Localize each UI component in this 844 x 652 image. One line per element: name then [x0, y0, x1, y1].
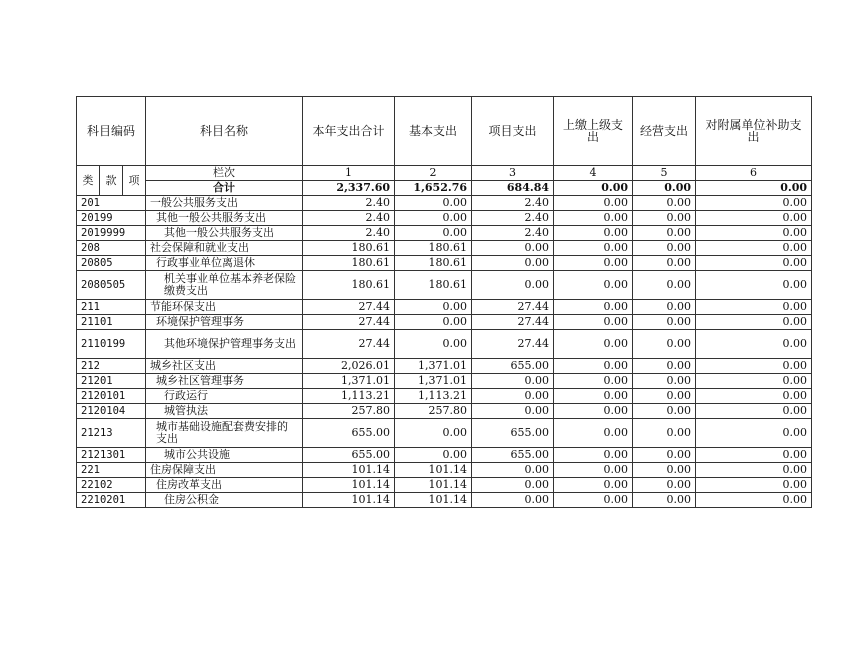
row-value-2: 0.00	[395, 330, 472, 359]
table-row	[77, 196, 812, 211]
row-value-6: 0.00	[696, 478, 812, 493]
row-value-2: 0.00	[395, 300, 472, 315]
total-row	[77, 181, 812, 196]
row-value-4: 0.00	[554, 359, 633, 374]
row-name: 住房改革支出	[146, 478, 303, 493]
row-value-5: 0.00	[633, 196, 696, 211]
table-row	[77, 404, 812, 419]
table-row	[77, 463, 812, 478]
row-value-2: 257.80	[395, 404, 472, 419]
row-value-6: 0.00	[696, 211, 812, 226]
row-value-4: 0.00	[554, 419, 633, 448]
table-row	[77, 241, 812, 256]
row-name: 城乡社区支出	[146, 359, 303, 374]
column-index-3: 3	[472, 166, 554, 181]
row-value-5: 0.00	[633, 463, 696, 478]
header-row	[77, 97, 812, 166]
table-row	[77, 315, 812, 330]
row-value-3: 27.44	[472, 330, 554, 359]
row-value-1: 27.44	[303, 300, 395, 315]
row-value-5: 0.00	[633, 404, 696, 419]
row-value-1: 1,371.01	[303, 374, 395, 389]
row-value-6: 0.00	[696, 330, 812, 359]
row-name: 机关事业单位基本养老保险缴费支出	[146, 271, 303, 300]
header-remit-to-superior: 上缴上级支出	[554, 97, 633, 166]
column-index-row	[77, 166, 812, 181]
row-name: 住房公积金	[146, 493, 303, 508]
row-name: 节能环保支出	[146, 300, 303, 315]
column-index-6: 6	[696, 166, 812, 181]
row-code: 2110199	[77, 330, 146, 359]
table-row	[77, 374, 812, 389]
row-value-5: 0.00	[633, 300, 696, 315]
row-value-5: 0.00	[633, 256, 696, 271]
budget-expenditure-table	[76, 96, 812, 508]
row-value-6: 0.00	[696, 256, 812, 271]
row-value-1: 180.61	[303, 256, 395, 271]
column-index-1: 1	[303, 166, 395, 181]
row-value-4: 0.00	[554, 493, 633, 508]
row-value-6: 0.00	[696, 241, 812, 256]
header-subsidy-affiliates: 对附属单位补助支出	[696, 97, 812, 166]
row-code: 20805	[77, 256, 146, 271]
row-value-5: 0.00	[633, 359, 696, 374]
row-value-5: 0.00	[633, 448, 696, 463]
row-value-4: 0.00	[554, 256, 633, 271]
row-value-6: 0.00	[696, 315, 812, 330]
row-name: 环境保护管理事务	[146, 315, 303, 330]
row-name: 城市公共设施	[146, 448, 303, 463]
header-operating-expenditure: 经营支出	[633, 97, 696, 166]
row-value-2: 1,113.21	[395, 389, 472, 404]
table-row	[77, 389, 812, 404]
row-value-5: 0.00	[633, 478, 696, 493]
row-value-3: 2.40	[472, 226, 554, 241]
row-name: 其他环境保护管理事务支出	[146, 330, 303, 359]
row-value-6: 0.00	[696, 374, 812, 389]
row-value-1: 27.44	[303, 330, 395, 359]
subheader-lei: 类	[77, 166, 100, 196]
row-value-3: 2.40	[472, 196, 554, 211]
column-index-4: 4	[554, 166, 633, 181]
row-value-5: 0.00	[633, 226, 696, 241]
total-value-6: 0.00	[696, 181, 812, 196]
column-index-5: 5	[633, 166, 696, 181]
row-value-1: 2.40	[303, 226, 395, 241]
row-value-1: 180.61	[303, 271, 395, 300]
row-value-1: 2.40	[303, 196, 395, 211]
row-value-2: 101.14	[395, 463, 472, 478]
row-value-2: 180.61	[395, 271, 472, 300]
row-value-3: 0.00	[472, 374, 554, 389]
row-value-3: 27.44	[472, 315, 554, 330]
total-value-3: 684.84	[472, 181, 554, 196]
row-value-2: 0.00	[395, 448, 472, 463]
row-value-1: 180.61	[303, 241, 395, 256]
row-value-4: 0.00	[554, 271, 633, 300]
row-value-3: 27.44	[472, 300, 554, 315]
table-row	[77, 478, 812, 493]
table-row	[77, 226, 812, 241]
row-value-6: 0.00	[696, 359, 812, 374]
table-row	[77, 448, 812, 463]
row-value-3: 655.00	[472, 419, 554, 448]
header-basic-expenditure: 基本支出	[395, 97, 472, 166]
row-value-2: 180.61	[395, 241, 472, 256]
row-name: 其他一般公共服务支出	[146, 226, 303, 241]
row-name: 其他一般公共服务支出	[146, 211, 303, 226]
table-row	[77, 211, 812, 226]
row-value-2: 180.61	[395, 256, 472, 271]
row-value-6: 0.00	[696, 271, 812, 300]
table-row	[77, 300, 812, 315]
table-row	[77, 419, 812, 448]
row-value-3: 0.00	[472, 493, 554, 508]
row-value-2: 0.00	[395, 419, 472, 448]
row-value-4: 0.00	[554, 374, 633, 389]
row-value-6: 0.00	[696, 463, 812, 478]
row-value-4: 0.00	[554, 241, 633, 256]
row-value-1: 257.80	[303, 404, 395, 419]
row-value-4: 0.00	[554, 226, 633, 241]
row-value-6: 0.00	[696, 300, 812, 315]
row-value-6: 0.00	[696, 419, 812, 448]
row-code: 2210201	[77, 493, 146, 508]
row-value-6: 0.00	[696, 196, 812, 211]
row-code: 21201	[77, 374, 146, 389]
row-code: 2121301	[77, 448, 146, 463]
row-value-3: 0.00	[472, 404, 554, 419]
row-value-3: 2.40	[472, 211, 554, 226]
row-value-1: 27.44	[303, 315, 395, 330]
row-name: 住房保障支出	[146, 463, 303, 478]
row-value-5: 0.00	[633, 389, 696, 404]
subheader-lanci: 栏次	[146, 166, 303, 181]
row-value-4: 0.00	[554, 211, 633, 226]
row-name: 行政事业单位离退休	[146, 256, 303, 271]
row-value-6: 0.00	[696, 226, 812, 241]
total-value-5: 0.00	[633, 181, 696, 196]
row-code: 201	[77, 196, 146, 211]
row-value-2: 1,371.01	[395, 374, 472, 389]
row-value-2: 101.14	[395, 493, 472, 508]
row-code: 22102	[77, 478, 146, 493]
row-value-3: 0.00	[472, 256, 554, 271]
row-value-4: 0.00	[554, 315, 633, 330]
row-value-4: 0.00	[554, 330, 633, 359]
row-name: 城乡社区管理事务	[146, 374, 303, 389]
row-value-2: 0.00	[395, 196, 472, 211]
row-value-6: 0.00	[696, 389, 812, 404]
row-value-5: 0.00	[633, 374, 696, 389]
header-code: 科目编码	[77, 97, 146, 166]
row-value-3: 0.00	[472, 478, 554, 493]
row-value-3: 655.00	[472, 359, 554, 374]
row-code: 21213	[77, 419, 146, 448]
row-value-3: 0.00	[472, 241, 554, 256]
row-value-2: 101.14	[395, 478, 472, 493]
row-code: 2019999	[77, 226, 146, 241]
row-value-4: 0.00	[554, 389, 633, 404]
row-value-1: 2,026.01	[303, 359, 395, 374]
row-code: 2120101	[77, 389, 146, 404]
row-value-2: 0.00	[395, 211, 472, 226]
row-value-4: 0.00	[554, 478, 633, 493]
total-value-2: 1,652.76	[395, 181, 472, 196]
row-value-5: 0.00	[633, 493, 696, 508]
row-value-6: 0.00	[696, 448, 812, 463]
row-name: 城管执法	[146, 404, 303, 419]
row-value-2: 0.00	[395, 315, 472, 330]
row-code: 2120104	[77, 404, 146, 419]
row-value-1: 101.14	[303, 493, 395, 508]
header-name: 科目名称	[146, 97, 303, 166]
table-row	[77, 271, 812, 300]
row-value-4: 0.00	[554, 300, 633, 315]
table-row	[77, 330, 812, 359]
row-value-4: 0.00	[554, 463, 633, 478]
row-name: 社会保障和就业支出	[146, 241, 303, 256]
column-index-2: 2	[395, 166, 472, 181]
row-value-5: 0.00	[633, 211, 696, 226]
row-code: 221	[77, 463, 146, 478]
row-value-2: 0.00	[395, 226, 472, 241]
row-value-3: 655.00	[472, 448, 554, 463]
row-value-3: 0.00	[472, 463, 554, 478]
row-value-4: 0.00	[554, 196, 633, 211]
subheader-xiang: 项	[123, 166, 146, 196]
row-value-2: 1,371.01	[395, 359, 472, 374]
table-row	[77, 493, 812, 508]
row-name: 城市基础设施配套费安排的支出	[146, 419, 303, 448]
row-code: 2080505	[77, 271, 146, 300]
row-value-1: 101.14	[303, 478, 395, 493]
row-value-1: 2.40	[303, 211, 395, 226]
subheader-kuan: 款	[100, 166, 123, 196]
row-value-5: 0.00	[633, 330, 696, 359]
row-value-5: 0.00	[633, 241, 696, 256]
row-name: 一般公共服务支出	[146, 196, 303, 211]
row-value-1: 655.00	[303, 448, 395, 463]
row-value-6: 0.00	[696, 404, 812, 419]
row-code: 208	[77, 241, 146, 256]
row-value-5: 0.00	[633, 315, 696, 330]
total-value-1: 2,337.60	[303, 181, 395, 196]
row-value-4: 0.00	[554, 448, 633, 463]
row-value-3: 0.00	[472, 271, 554, 300]
row-code: 212	[77, 359, 146, 374]
row-value-3: 0.00	[472, 389, 554, 404]
row-value-1: 655.00	[303, 419, 395, 448]
row-value-1: 101.14	[303, 463, 395, 478]
row-name: 行政运行	[146, 389, 303, 404]
table-row	[77, 256, 812, 271]
row-code: 211	[77, 300, 146, 315]
header-project-expenditure: 项目支出	[472, 97, 554, 166]
row-value-5: 0.00	[633, 419, 696, 448]
row-value-6: 0.00	[696, 493, 812, 508]
table-row	[77, 359, 812, 374]
total-label: 合计	[146, 181, 303, 196]
row-value-5: 0.00	[633, 271, 696, 300]
total-value-4: 0.00	[554, 181, 633, 196]
row-value-1: 1,113.21	[303, 389, 395, 404]
row-code: 21101	[77, 315, 146, 330]
row-value-4: 0.00	[554, 404, 633, 419]
header-total-expenditure: 本年支出合计	[303, 97, 395, 166]
row-code: 20199	[77, 211, 146, 226]
